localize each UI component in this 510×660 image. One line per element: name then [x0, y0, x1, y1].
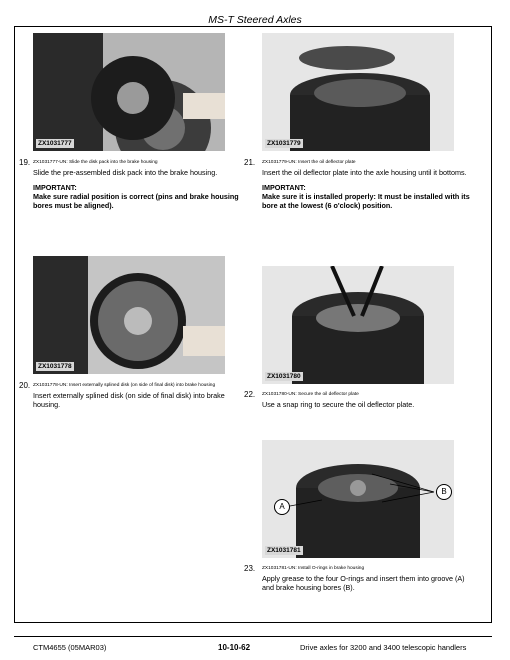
step-20 — [33, 381, 243, 409]
photo-snap-ring — [262, 266, 454, 384]
footer-doc-id: CTM4655 (05MAR03) — [33, 643, 107, 652]
figure-caption: ZX1031779-UN: Insert the oil deflector plate — [262, 160, 356, 165]
important-label: IMPORTANT: — [33, 183, 77, 192]
footer-page-number: 10-10-62 — [218, 643, 251, 652]
important-text: Make sure it is installed properly: It must be installed with its bore at the lowest (6 o'clock) position. — [262, 192, 470, 210]
step-number: 23. — [244, 564, 256, 573]
step-number: 22. — [244, 390, 256, 399]
figure-caption: ZX1031778-UN: Insert externally splined disk (on side of final disk) into brake housing — [33, 383, 216, 388]
photo-label: ZX1031778 — [38, 363, 72, 370]
step-23 — [262, 564, 472, 592]
step-21 — [262, 158, 472, 210]
photo-deflector-plate — [262, 33, 454, 151]
photo-label: ZX1031780 — [267, 373, 301, 380]
step-text: Insert externally splined disk (on side of final disk) into brake housing. — [33, 391, 225, 409]
photo-label: ZX1031781 — [267, 547, 301, 554]
callout-b: B — [436, 484, 452, 500]
step-text: Insert the oil deflector plate into the axle housing until it bottoms. — [262, 168, 467, 177]
important-text: Make sure radial position is correct (pins and brake housing bores must be aligned). — [33, 192, 239, 210]
figure-caption: ZX1031780-UN: Secure the oil deflector plate — [262, 392, 359, 397]
photo-disk-pack — [33, 33, 225, 151]
callout-a: A — [274, 499, 290, 515]
step-text: Slide the pre-assembled disk pack into the brake housing. — [33, 168, 218, 177]
step-number: 20. — [19, 381, 31, 390]
step-text: Use a snap ring to secure the oil deflector plate. — [262, 400, 415, 409]
disk-pack-illustration — [33, 33, 225, 151]
photo-label: ZX1031777 — [38, 140, 72, 147]
step-number: 19. — [19, 158, 31, 167]
step-text: Apply grease to the four O-rings and insert them into groove (A) and brake housing bores (B). — [262, 574, 465, 592]
photo-o-rings — [262, 440, 454, 558]
photo-label: ZX1031779 — [267, 140, 301, 147]
footer-doc-title: Drive axles for 3200 and 3400 telescopic handlers — [300, 643, 467, 652]
photo-splined-disk — [33, 256, 225, 374]
important-label: IMPORTANT: — [262, 183, 306, 192]
o-rings-illustration — [262, 440, 454, 558]
figure-caption: ZX1031777-UN: Slide the disk pack into the brake housing — [33, 160, 158, 165]
step-22 — [262, 390, 472, 409]
splined-disk-illustration — [33, 256, 225, 374]
snap-ring-illustration — [262, 266, 454, 384]
step-19 — [33, 158, 243, 210]
step-number: 21. — [244, 158, 256, 167]
page-header-title: MS-T Steered Axles — [208, 14, 302, 26]
deflector-plate-illustration — [262, 33, 454, 151]
footer-rule — [14, 636, 492, 637]
figure-caption: ZX1031781-UN: Install O-rings in brake housing — [262, 566, 365, 571]
